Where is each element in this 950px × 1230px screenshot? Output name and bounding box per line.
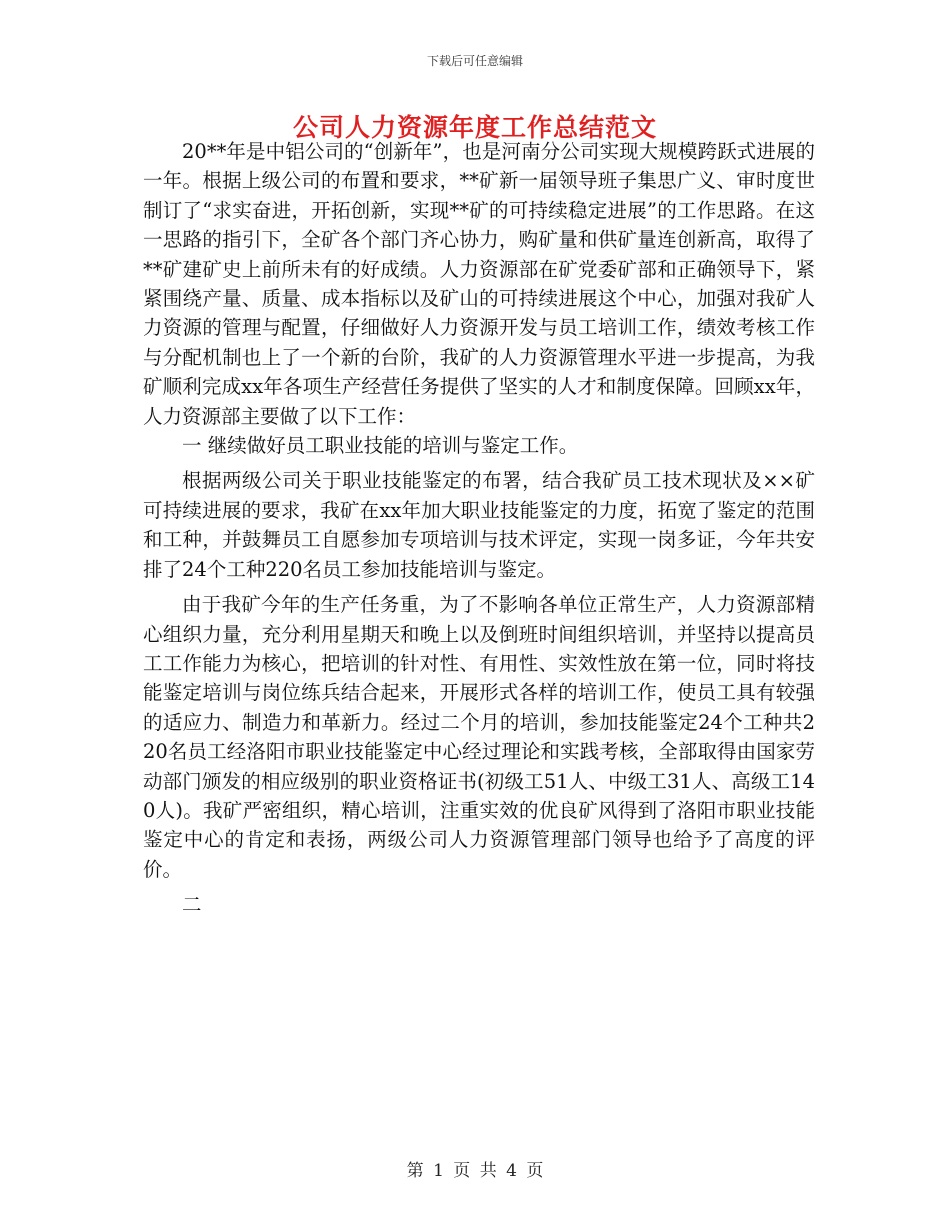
document-title: 公司人力资源年度工作总结范文 (292, 113, 657, 142)
document-body (143, 137, 815, 920)
page-number: 第 1 页 共 4 页 (406, 1161, 544, 1181)
paragraph-training-execution: 由于我矿今年的生产任务重，为了不影响各单位正常生产，人力资源部精心组织力量，充分利用星期天和晚上以及倒班时间组织培训，并坚持以提高员工工作能力为核心，把培训的针对性、有用性、实效性放在第一位，同时将技能鉴定培训与岗位练兵结合起来，开展形式各样的培训工作，使员工具有较强的适应力、制造力和革新力。经过二个月的培训，参加技能鉴定24个工种共220名员工经洛阳市职业技能鉴定中心经过理论和实践考核，全部取得由国家劳动部门颁发的相应级别的职业资格证书(初级工51人、中级工31人、高级工140人)。我矿严密组织，精心培训，注重实效的优良矿风得到了洛阳市职业技能鉴定中心的肯定和表扬，两级公司人力资源管理部门领导也给予了高度的评价。 (143, 593, 815, 881)
header-note: 下载后可任意编辑 (426, 54, 523, 68)
paragraph-training-plan: 根据两级公司关于职业技能鉴定的布署，结合我矿员工技术现状及××矿可持续进展的要求，我矿在xx年加大职业技能鉴定的力度，拓宽了鉴定的范围和工种，并鼓舞员工自愿参加专项培训与技术评定，实现一岗多证，今年共安排了24个工种220名员工参加技能培训与鉴定。 (143, 469, 815, 581)
paragraph-intro: 20**年是中铝公司的“创新年”，也是河南分公司实现大规模跨跃式进展的一年。根据上级公司的布置和要求，**矿新一届领导班子集思广义、审时度世制订了“求实奋进，开拓创新，实现**矿的可持续稳定进展”的工作思路。在这一思路的指引下，全矿各个部门齐心协力，购矿量和供矿量连创新高，取得了**矿建矿史上前所未有的好成绩。人力资源部在矿党委矿部和正确领导下，紧紧围绕产量、质量、成本指标以及矿山的可持续进展这个中心，加强对我矿人力资源的管理与配置，仔细做好人力资源开发与员工培训工作，绩效考核工作与分配机制也上了一个新的台阶，我矿的人力资源管理水平进一步提高，为我矿顺利完成xx年各项生产经营任务提供了坚实的人才和制度保障。回顾xx年，人力资源部主要做了以下工作： (143, 140, 815, 428)
section-heading-one: 一 继续做好员工职业技能的培训与鉴定工作。 (182, 434, 579, 458)
section-heading-two: 二 (182, 893, 202, 917)
